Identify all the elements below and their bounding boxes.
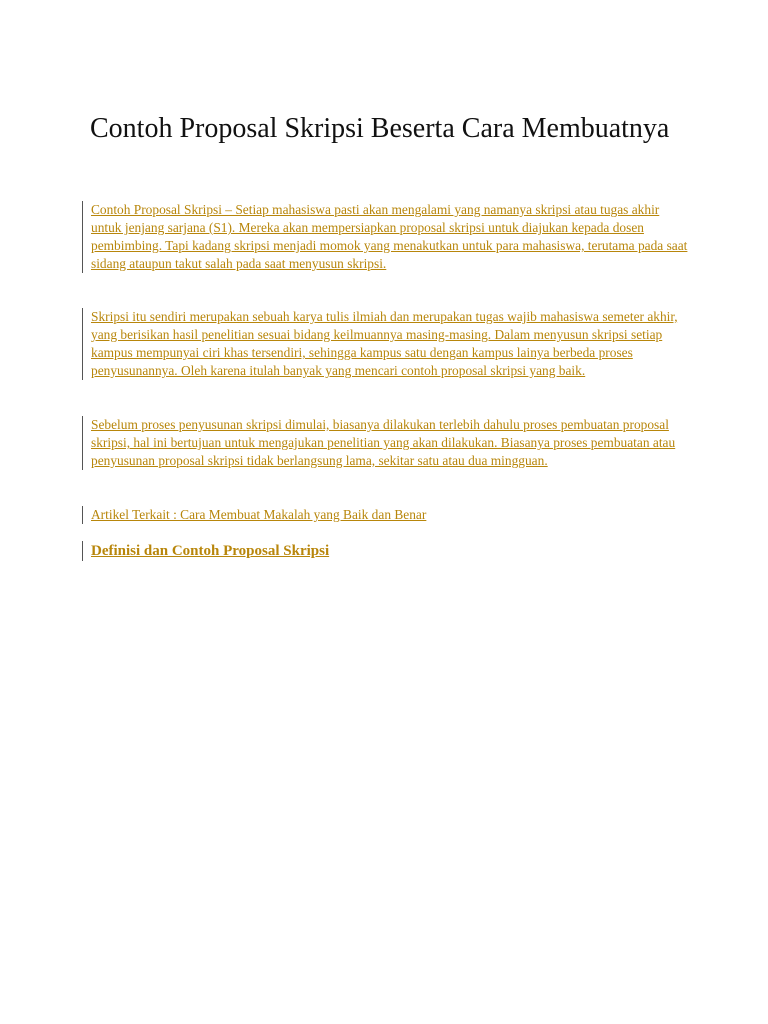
paragraph-definition-link[interactable]: Skripsi itu sendiri merupakan sebuah karya tulis ilmiah dan merupakan tugas wajib mahasiswa semeter akhir, yang berisikan hasil penelitian sesuai bidang keilmuannya masing-masing. Dalam menyusun skripsi setiap kampus mempunyai ciri khas tersendiri, sehingga kampus satu dengan kampus lainya berbeda proses penyusunannya. Oleh karena itulah banyak yang mencari contoh proposal skripsi yang baik. [91,309,678,378]
related-article [82,506,691,524]
section-heading [82,541,691,561]
paragraph-process-link[interactable]: Sebelum proses penyusunan skripsi dimulai, biasanya dilakukan terlebih dahulu proses pembuatan proposal skripsi, hal ini bertujuan untuk mengajukan penelitian yang akan dilakukan. Biasanya proses pembuatan atau penyusunan proposal skripsi tidak berlangsung lama, sekitar satu atau dua mingguan. [91,417,676,468]
paragraph-intro-link[interactable]: Contoh Proposal Skripsi – Setiap mahasiswa pasti akan mengalami yang namanya skripsi atau tugas akhir untuk jenjang sarjana (S1). Mereka akan mempersiapkan proposal skripsi untuk diajukan kepada dosen pembimbing. Tapi kadang skripsi menjadi momok yang menakutkan untuk para mahasiswa, terutama pada saat sidang ataupun takut salah pada saat menyusun skripsi. [91,202,688,271]
related-article-link[interactable]: Artikel Terkait : Cara Membuat Makalah yang Baik dan Benar [91,507,427,522]
section-heading-link[interactable]: Definisi dan Contoh Proposal Skripsi [91,543,330,559]
paragraph-process [82,416,691,470]
page-title: Contoh Proposal Skripsi Beserta Cara Membuatnya [90,113,670,144]
paragraph-definition [82,308,691,380]
paragraph-intro [82,201,691,273]
